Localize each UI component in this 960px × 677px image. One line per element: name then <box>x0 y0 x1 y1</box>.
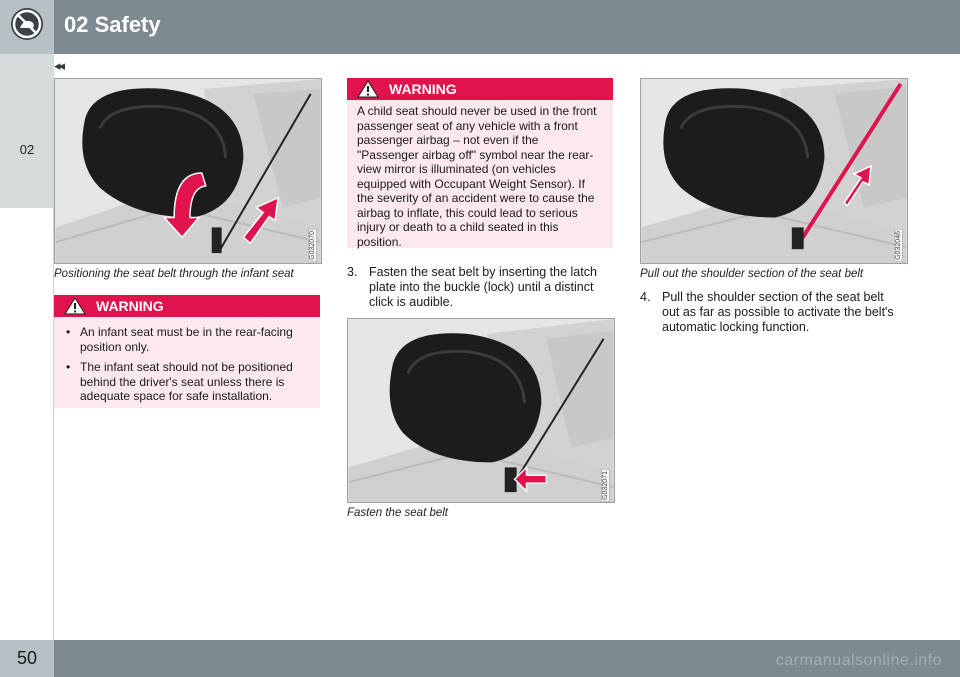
previous-page-link[interactable]: ◂◂ <box>54 58 64 73</box>
warning-text: A child seat should never be used in the front passenger seat of any vehicle with a front passenger airbag – not even if the "Passenger airbag off" symbol near the rear-view mirror is illuminated (on vehicles equipped with Occupant Weight Sensor). If the severity of an accident were to cause the airbag to inflate, this could lead to serious injury or death to a child seated in this position. <box>357 104 597 249</box>
figure-fasten-seat-belt <box>347 318 615 503</box>
watermark: carmanualsonline.info <box>775 652 942 669</box>
warning-triangle-icon <box>357 80 379 98</box>
warning-triangle-icon <box>64 297 86 315</box>
figure-infant-seat-belt-routing <box>54 78 322 264</box>
infant-seat-illustration <box>55 79 321 263</box>
figure-caption: Positioning the seat belt through the infant seat <box>54 268 294 280</box>
instruction-step <box>640 290 904 335</box>
figure-pull-shoulder-belt <box>640 78 908 264</box>
figure-code: G032071 <box>602 471 609 500</box>
infant-seat-shoulder-belt-illustration <box>641 79 907 263</box>
figure-caption: Fasten the seat belt <box>347 507 449 519</box>
figure-code: G032046 <box>895 231 902 260</box>
figure-caption: Pull out the shoulder section of the seat belt <box>640 268 864 280</box>
warning-heading: WARNING <box>96 298 164 314</box>
warning-header <box>54 295 320 317</box>
warning-header <box>347 78 613 100</box>
step-number: 4. <box>640 290 651 304</box>
figure-code: G032070 <box>309 231 316 260</box>
instruction-step <box>347 265 611 310</box>
warning-bullet: • The infant seat should not be positioned behind the driver's seat unless there is adequate space for safe installation. <box>66 360 310 404</box>
page-number: 50 <box>16 648 38 668</box>
warning-box <box>347 78 613 248</box>
page-number-cell <box>0 640 54 677</box>
chapter-tab[interactable] <box>0 54 54 208</box>
warning-bullet-list <box>54 317 320 420</box>
step-text: Pull the shoulder section of the seat belt out as far as possible to activate the belt's automatic locking function. <box>662 290 894 334</box>
page-title: 02 Safety <box>64 12 161 37</box>
step-number: 3. <box>347 265 358 279</box>
warning-bullet: • An infant seat must be in the rear-facing position only. <box>66 325 310 354</box>
header-corner <box>0 0 54 54</box>
page-footer <box>0 640 960 677</box>
infant-seat-buckle-illustration <box>348 319 614 502</box>
chapter-tab-label: 02 <box>19 142 35 157</box>
warning-box <box>54 295 320 408</box>
step-text: Fasten the seat belt by inserting the latch plate into the buckle (lock) until a distinct click is audible. <box>369 265 597 309</box>
no-child-seat-icon <box>9 6 45 42</box>
warning-heading: WARNING <box>389 81 457 97</box>
